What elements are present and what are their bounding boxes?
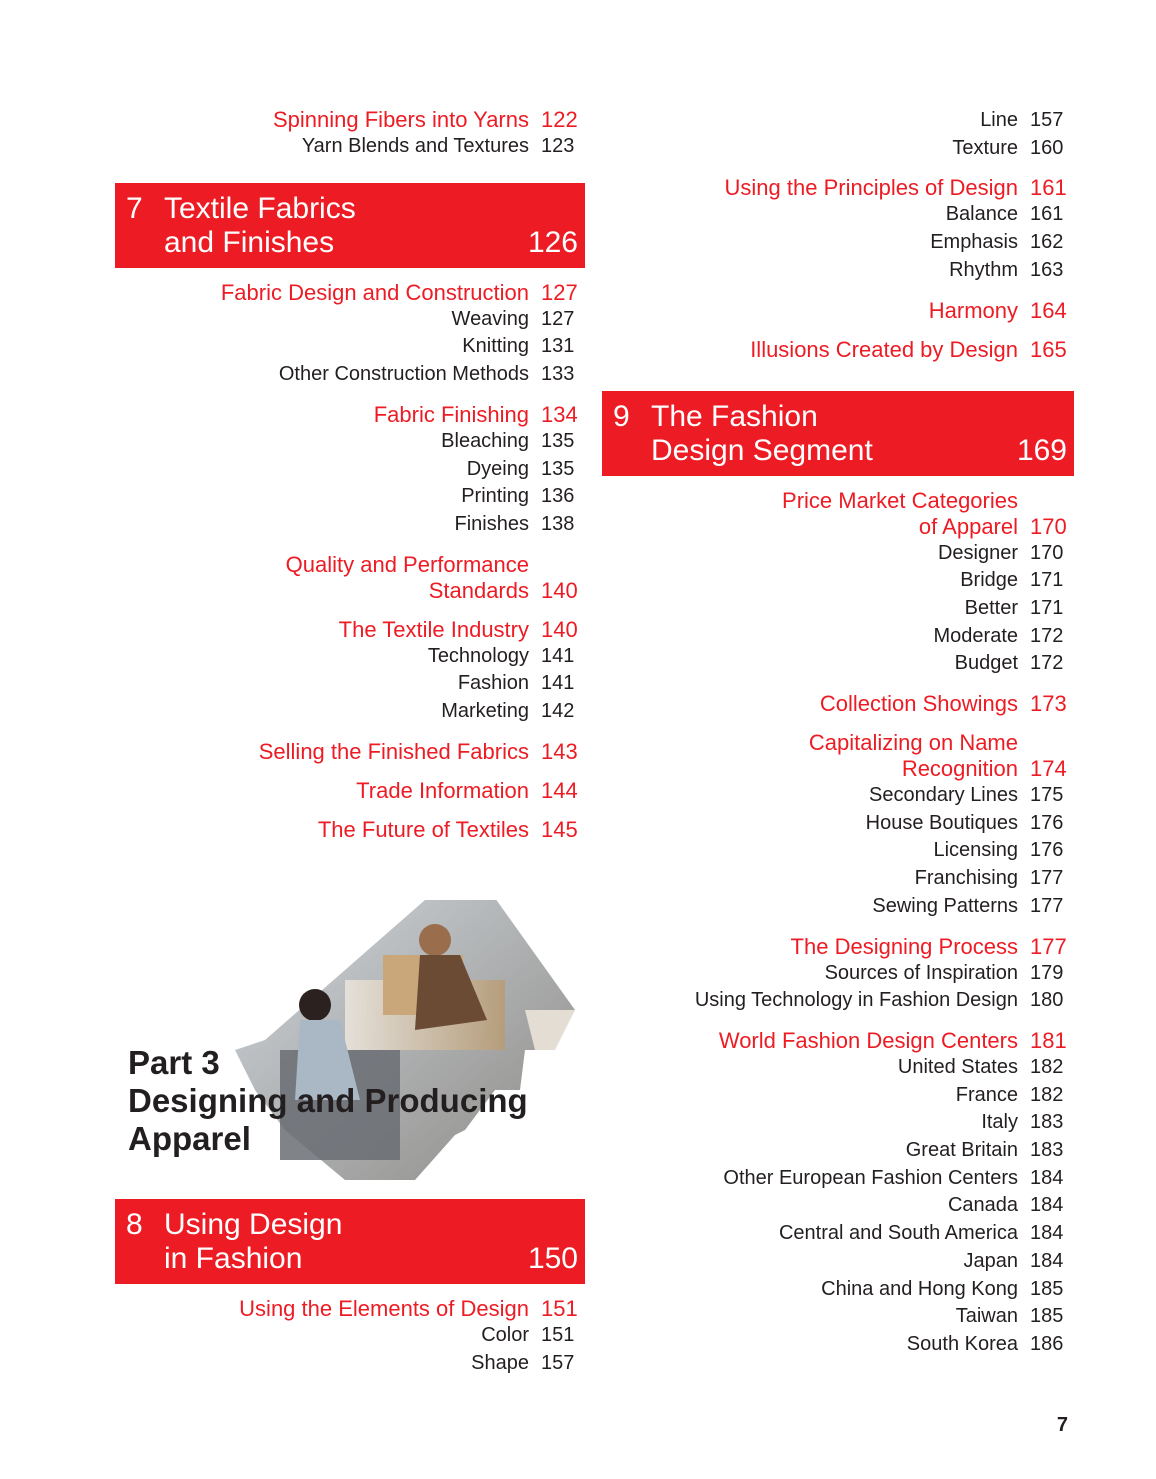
toc-subsection-entry[interactable] — [602, 623, 1068, 651]
toc-label: Licensing — [933, 839, 1018, 862]
chapter-number: 8 — [126, 1208, 143, 1241]
toc-section-entry[interactable] — [602, 1028, 1068, 1054]
toc-page-number: 151 — [541, 1296, 578, 1321]
toc-subsection-entry[interactable] — [602, 567, 1068, 595]
toc-section-entry[interactable] — [115, 402, 579, 428]
toc-subsection-entry[interactable] — [602, 1109, 1068, 1137]
toc-subsection-entry[interactable] — [115, 456, 579, 484]
toc-section-entry[interactable] — [602, 175, 1068, 201]
toc-label: Secondary Lines — [869, 784, 1018, 807]
toc-page-number: 160 — [1030, 136, 1064, 159]
toc-page-number: 157 — [1030, 109, 1064, 131]
toc-label: Bridge — [960, 569, 1018, 592]
toc-list — [115, 1296, 585, 1377]
toc-label: Yarn Blends and Textures — [301, 135, 529, 157]
toc-label: Trade Information — [356, 777, 529, 803]
toc-section-entry[interactable] — [602, 934, 1068, 960]
page-number: 7 — [1056, 1414, 1068, 1436]
toc-section-entry[interactable] — [602, 756, 1068, 782]
toc-page-number: 140 — [541, 577, 578, 603]
toc-list — [115, 107, 585, 161]
toc-page-number: 136 — [541, 485, 575, 508]
toc-subsection-entry[interactable] — [602, 1331, 1068, 1359]
toc-label: Price Market Categories — [782, 487, 1018, 513]
toc-label: Balance — [945, 203, 1018, 226]
toc-label: Using Technology in Fashion Design — [694, 989, 1018, 1012]
toc-label: Collection Showings — [819, 691, 1018, 717]
toc-section-entry[interactable] — [602, 691, 1068, 717]
toc-label: Bleaching — [441, 429, 529, 452]
toc-subsection-entry[interactable] — [115, 1350, 579, 1378]
toc-page-number: 170 — [1030, 541, 1064, 564]
toc-page-number: 177 — [1030, 867, 1064, 890]
toc-subsection-entry[interactable] — [602, 595, 1068, 623]
toc-subsection-entry[interactable] — [602, 1165, 1068, 1193]
toc-label: Knitting — [462, 335, 529, 358]
toc-label: Harmony — [928, 297, 1018, 323]
toc-page-number: 170 — [1030, 513, 1067, 539]
chapter-title-line1: Textile Fabrics — [164, 191, 356, 225]
toc-subsection-entry[interactable] — [115, 1322, 579, 1350]
toc-subsection-entry[interactable] — [602, 1054, 1068, 1082]
toc-label: Fabric Finishing — [373, 401, 529, 427]
toc-label: Quality and Performance — [285, 551, 529, 577]
toc-label: Standards — [428, 577, 529, 603]
toc-page-number: 184 — [1030, 1249, 1064, 1272]
part-3-block — [115, 900, 585, 1185]
toc-label: The Textile Industry — [338, 616, 529, 642]
photo-person-head — [419, 924, 451, 956]
toc-section-entry[interactable] — [115, 578, 579, 604]
toc-subsection-entry[interactable] — [115, 361, 579, 389]
toc-page-number: 183 — [1030, 1111, 1064, 1134]
toc-label: House Boutiques — [865, 811, 1018, 834]
toc-label: Dyeing — [466, 457, 529, 480]
toc-subsection-entry[interactable] — [602, 893, 1068, 921]
toc-label: Illusions Created by Design — [750, 336, 1018, 362]
toc-subsection-entry[interactable] — [115, 133, 579, 161]
part-title — [128, 1044, 528, 1158]
toc-page-number: 184 — [1030, 1166, 1064, 1189]
toc-list — [115, 280, 585, 843]
toc-subsection-entry[interactable] — [602, 229, 1068, 257]
toc-label: Recognition — [901, 756, 1018, 782]
toc-page-number: 135 — [541, 457, 575, 480]
toc-subsection-entry[interactable] — [602, 540, 1068, 568]
toc-label: The Future of Textiles — [317, 816, 529, 842]
toc-page-number: 177 — [1030, 933, 1067, 959]
part-label: Part 3 — [128, 1044, 220, 1081]
toc-subsection-entry[interactable] — [602, 201, 1068, 229]
toc-subsection-entry[interactable] — [115, 670, 579, 698]
toc-label: Emphasis — [930, 231, 1018, 254]
toc-subsection-entry[interactable] — [602, 650, 1068, 678]
toc-section-entry[interactable] — [115, 739, 579, 765]
toc-subsection-entry[interactable] — [602, 107, 1068, 135]
toc-page-number: 161 — [1030, 175, 1067, 201]
chapter-page: 150 — [527, 1242, 578, 1275]
toc-page-number: 161 — [1030, 203, 1064, 226]
toc-page-number: 140 — [541, 616, 578, 642]
toc-subsection-entry[interactable] — [602, 1220, 1068, 1248]
right-column — [602, 107, 1074, 1359]
toc-list — [602, 107, 1074, 363]
toc-label: Weaving — [451, 307, 529, 330]
left-column — [115, 107, 585, 843]
toc-page-number: 182 — [1030, 1083, 1064, 1106]
toc-page-number: 142 — [541, 700, 575, 723]
toc-page-number: 172 — [1030, 652, 1064, 675]
toc-page-number: 162 — [1030, 231, 1064, 254]
toc-label: Moderate — [933, 624, 1018, 647]
toc-label: Sources of Inspiration — [824, 961, 1018, 984]
toc-subsection-entry[interactable] — [602, 960, 1068, 988]
toc-page-number: 123 — [541, 135, 575, 157]
toc-section-entry[interactable] — [602, 337, 1068, 363]
toc-page-number: 143 — [541, 738, 578, 764]
toc-page-number: 185 — [1030, 1305, 1064, 1328]
toc-page-number: 174 — [1030, 756, 1067, 782]
toc-subsection-entry[interactable] — [602, 1248, 1068, 1276]
toc-page-number: 165 — [1030, 336, 1067, 362]
toc-page-number: 181 — [1030, 1027, 1067, 1053]
toc-subsection-entry[interactable] — [602, 1137, 1068, 1165]
toc-label: Technology — [427, 644, 529, 667]
toc-page-number: 138 — [541, 512, 575, 535]
toc-label: Italy — [981, 1111, 1018, 1134]
toc-page-number: 171 — [1030, 569, 1064, 592]
toc-page-number: 164 — [1030, 297, 1067, 323]
toc-page-number: 180 — [1030, 989, 1064, 1012]
toc-label: The Designing Process — [790, 933, 1018, 959]
chapter-number: 9 — [613, 399, 630, 433]
toc-label: Using the Elements of Design — [239, 1296, 529, 1321]
toc-page-number: 157 — [541, 1351, 575, 1374]
chapter-title-line2: Design Segment — [651, 433, 873, 467]
toc-section-entry[interactable] — [115, 817, 579, 843]
toc-page-number: 177 — [1030, 894, 1064, 917]
toc-page-number: 184 — [1030, 1194, 1064, 1217]
toc-subsection-entry[interactable] — [115, 698, 579, 726]
toc-label: Better — [964, 596, 1018, 619]
toc-subsection-entry[interactable] — [115, 428, 579, 456]
chapter-title-line1: Using Design — [164, 1208, 343, 1241]
left-column-bottom — [115, 1199, 585, 1377]
photo-person-head — [299, 989, 331, 1021]
toc-label: World Fashion Design Centers — [718, 1027, 1018, 1053]
toc-subsection-entry[interactable] — [602, 837, 1068, 865]
toc-page-number: 179 — [1030, 961, 1064, 984]
toc-page-number: 176 — [1030, 811, 1064, 834]
toc-label: Marketing — [441, 700, 529, 723]
toc-page-number: 173 — [1030, 691, 1067, 717]
toc-subsection-entry[interactable] — [602, 865, 1068, 893]
toc-page-number: 175 — [1030, 784, 1064, 807]
chapter-title-line2: and Finishes — [164, 225, 335, 259]
toc-label: Budget — [954, 652, 1018, 675]
toc-subsection-entry[interactable] — [602, 810, 1068, 838]
toc-subsection-entry[interactable] — [602, 257, 1068, 285]
toc-subsection-entry[interactable] — [115, 306, 579, 334]
toc-label: Taiwan — [955, 1305, 1018, 1328]
toc-label: Designer — [937, 541, 1018, 564]
toc-page-number: 133 — [541, 363, 575, 386]
toc-page-number: 185 — [1030, 1277, 1064, 1300]
toc-subsection-entry[interactable] — [602, 1192, 1068, 1220]
toc-page-number: 131 — [541, 335, 575, 358]
toc-label: Rhythm — [949, 258, 1018, 281]
toc-subsection-entry[interactable] — [115, 483, 579, 511]
toc-label: Japan — [963, 1249, 1018, 1272]
toc-label: Fabric Design and Construction — [220, 279, 529, 305]
toc-label: China and Hong Kong — [821, 1277, 1018, 1300]
toc-label: Great Britain — [905, 1139, 1018, 1162]
toc-label: Using the Principles of Design — [724, 175, 1018, 201]
toc-label: South Korea — [906, 1332, 1018, 1355]
toc-section-wrap-line[interactable] — [602, 730, 1068, 756]
toc-page-number: 172 — [1030, 624, 1064, 647]
toc-subsection-entry[interactable] — [602, 1082, 1068, 1110]
toc-subsection-entry[interactable] — [602, 135, 1068, 163]
toc-label: Line — [980, 109, 1018, 131]
chapter-8-banner[interactable] — [115, 1199, 585, 1284]
toc-section-entry[interactable] — [602, 298, 1068, 324]
toc-page-number: 184 — [1030, 1222, 1064, 1245]
toc-label: Texture — [952, 136, 1018, 159]
toc-page-number: 176 — [1030, 839, 1064, 862]
part-title-line: Apparel — [128, 1120, 251, 1157]
toc-section-entry[interactable] — [115, 107, 579, 133]
toc-page-number: 145 — [541, 816, 578, 842]
toc-subsection-entry[interactable] — [115, 511, 579, 539]
toc-page-number: 141 — [541, 672, 575, 695]
toc-label: Selling the Finished Fabrics — [258, 738, 529, 764]
toc-page-number: 127 — [541, 307, 575, 330]
toc-page-number: 171 — [1030, 596, 1064, 619]
toc-label: Capitalizing on Name — [808, 730, 1018, 756]
toc-page-number: 135 — [541, 429, 575, 452]
toc-page-number: 151 — [541, 1324, 575, 1346]
toc-section-wrap-line[interactable] — [115, 552, 579, 578]
toc-label: Canada — [947, 1194, 1018, 1217]
chapter-number: 7 — [126, 191, 143, 225]
part-title-line: Designing and Producing — [128, 1082, 528, 1119]
chapter-title-line1: The Fashion — [651, 399, 818, 433]
toc-page-number: 122 — [541, 107, 578, 132]
chapter-page: 126 — [527, 225, 578, 259]
toc-page-number: 144 — [541, 777, 578, 803]
toc-subsection-entry[interactable] — [602, 987, 1068, 1015]
toc-section-entry[interactable] — [602, 514, 1068, 540]
chapter-9-banner[interactable] — [602, 391, 1074, 476]
toc-label: Color — [481, 1324, 529, 1346]
chapter-page: 169 — [1016, 433, 1067, 467]
chapter-title-line2: in Fashion — [164, 1242, 303, 1275]
toc-section-entry[interactable] — [115, 280, 579, 306]
toc-page-number: 183 — [1030, 1139, 1064, 1162]
toc-label: Fashion — [457, 672, 529, 695]
toc-subsection-entry[interactable] — [115, 333, 579, 361]
toc-subsection-entry[interactable] — [602, 1303, 1068, 1331]
toc-label: of Apparel — [918, 513, 1018, 539]
toc-label: Franchising — [914, 867, 1018, 890]
toc-section-wrap-line[interactable] — [602, 488, 1068, 514]
toc-label: Central and South America — [778, 1222, 1018, 1245]
toc-list — [602, 488, 1074, 1359]
toc-label: Finishes — [454, 512, 529, 535]
toc-label: Spinning Fibers into Yarns — [273, 107, 529, 132]
toc-label: Other European Fashion Centers — [723, 1166, 1018, 1189]
toc-page-number: 141 — [541, 644, 575, 667]
toc-subsection-entry[interactable] — [602, 782, 1068, 810]
chapter-7-banner[interactable] — [115, 183, 585, 268]
toc-label: Sewing Patterns — [872, 894, 1018, 917]
toc-section-entry[interactable] — [115, 778, 579, 804]
toc-page-number: 134 — [541, 401, 578, 427]
toc-label: France — [955, 1083, 1018, 1106]
toc-section-entry[interactable] — [115, 617, 579, 643]
toc-section-entry[interactable] — [115, 1296, 579, 1322]
toc-subsection-entry[interactable] — [602, 1276, 1068, 1304]
toc-label: Printing — [461, 485, 529, 508]
toc-page-number: 186 — [1030, 1332, 1064, 1355]
toc-label: Shape — [471, 1351, 529, 1374]
toc-page-number: 182 — [1030, 1055, 1064, 1078]
toc-page-number: 163 — [1030, 258, 1064, 281]
toc-label: United States — [897, 1055, 1018, 1078]
toc-page-number: 127 — [541, 279, 578, 305]
toc-label: Other Construction Methods — [278, 363, 529, 386]
toc-subsection-entry[interactable] — [115, 643, 579, 671]
